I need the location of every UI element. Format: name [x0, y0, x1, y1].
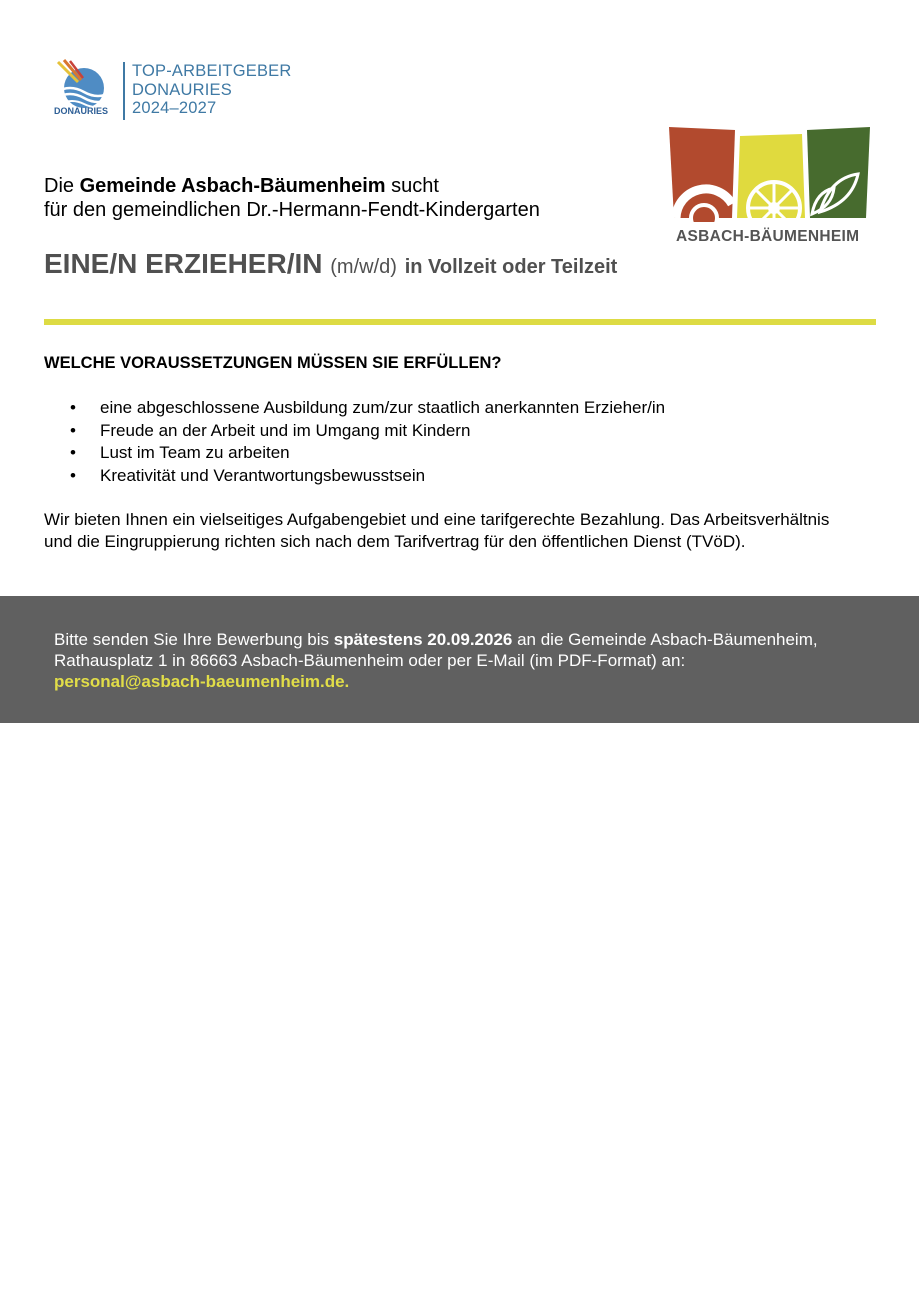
intro-prefix: Die — [44, 175, 80, 197]
job-title-gender: (m/w/d) — [330, 256, 397, 278]
donauries-emblem-icon — [52, 58, 114, 110]
badge-line-1: TOP-ARBEITGEBER — [132, 62, 292, 80]
requirements-list — [44, 397, 665, 487]
application-footer — [0, 596, 919, 723]
top-arbeitgeber-badge — [52, 58, 302, 124]
municipality-crest-icon — [662, 122, 876, 222]
job-title-main: EINE/N ERZIEHER/IN — [44, 248, 323, 279]
intro-line-1 — [44, 174, 540, 198]
list-item: • Freude an der Arbeit und im Umgang mit Kindern — [44, 420, 665, 443]
list-item: • Lust im Team zu arbeiten — [44, 442, 665, 465]
intro-line-2: für den gemeindlichen Dr.-Hermann-Fendt-Kindergarten — [44, 199, 540, 221]
badge-line-2: DONAURIES — [132, 80, 232, 99]
badge-divider — [123, 62, 125, 120]
intro-suffix: sucht — [385, 175, 439, 197]
asbach-baeumenheim-logo — [662, 122, 876, 250]
application-message — [54, 629, 884, 692]
list-item: • Kreativität und Verantwortungsbewusstsein — [44, 465, 665, 488]
badge-text — [132, 62, 291, 118]
list-item: • eine abgeschlossene Ausbildung zum/zur staatlich anerkannten Erzieher/in — [44, 397, 665, 420]
footer-deadline: spätestens 20.09.2026 — [333, 630, 513, 649]
accent-rule — [44, 319, 876, 325]
offer-paragraph: Wir bieten Ihnen ein vielseitiges Aufgabengebiet und eine tarifgerechte Bezahlung. Das Arbeitsverhältnis und die Eingruppierung richten sich nach dem Tarifvertrag für den öffentlichen Dienst (TVöD). — [44, 510, 830, 551]
intro-text — [44, 174, 540, 222]
application-email-link[interactable]: personal@asbach-baeumenheim.de. — [54, 672, 350, 691]
badge-sub-label: DONAURIES — [54, 106, 109, 116]
footer-text-2: an die Gemeinde Asbach-Bäumenheim, Rathausplatz 1 in 86663 Asbach-Bäumenheim oder per E-Mail (im PDF-Format) an: — [54, 630, 818, 670]
job-title-scope: in Vollzeit oder Teilzeit — [404, 256, 618, 278]
logo-name: ASBACH-BÄUMENHEIM — [676, 228, 860, 245]
job-title — [44, 248, 617, 280]
badge-line-3: 2024–2027 — [132, 99, 217, 117]
requirements-heading: WELCHE VORAUSSETZUNGEN MÜSSEN SIE ERFÜLLEN? — [44, 354, 502, 372]
footer-text-1: Bitte senden Sie Ihre Bewerbung bis — [54, 630, 334, 649]
intro-org: Gemeinde Asbach-Bäumenheim — [79, 175, 386, 197]
